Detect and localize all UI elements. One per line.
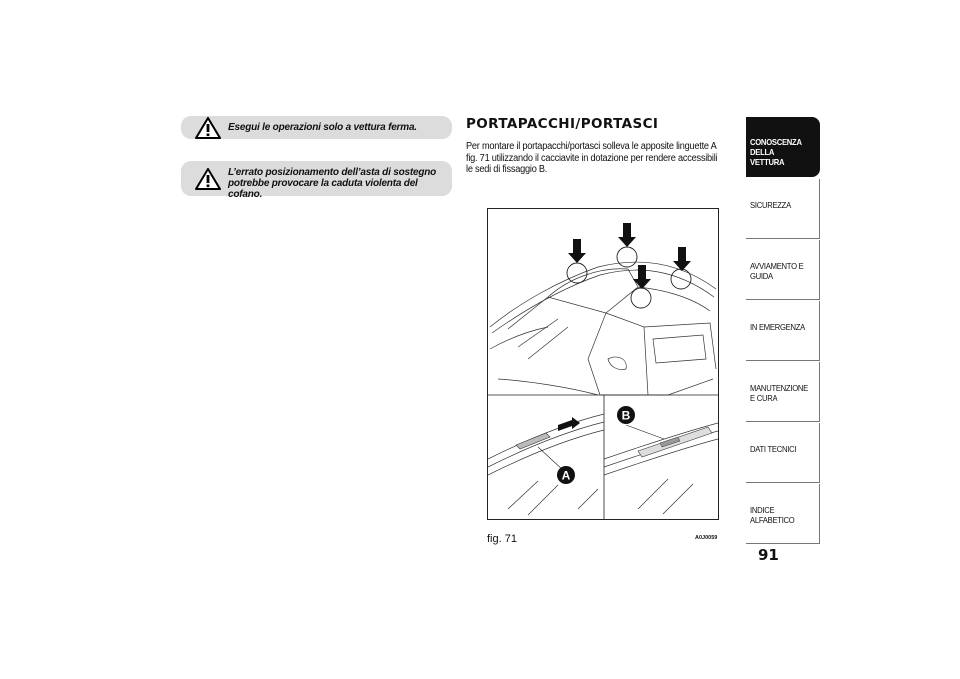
warning-triangle-icon — [195, 168, 221, 190]
tab-label: MANUTENZIONE E CURA — [750, 383, 808, 403]
tab-label: CONOSCENZA DELLA VETTURA — [750, 137, 802, 167]
warning-box — [181, 116, 452, 139]
label-b: B — [621, 408, 631, 423]
figure-caption: fig. 71 — [487, 533, 517, 545]
tab-avviamento-e-guida[interactable] — [746, 240, 820, 300]
figure-roof-rack — [487, 208, 719, 520]
tab-label: DATI TECNICI — [750, 444, 797, 454]
section-body: Per montare il portapacchi/portasci solleva le apposite linguette A fig. 71 utilizzando il cacciavite in dotazione per rendere accessibili le sedi di fissaggio B. — [466, 141, 718, 175]
warning-box — [181, 161, 452, 200]
page-number: 91 — [758, 546, 779, 564]
tab-label: AVVIAMENTO E GUIDA — [750, 261, 804, 281]
tab-label: IN EMERGENZA — [750, 322, 805, 332]
tab-manutenzione-e-cura[interactable] — [746, 362, 820, 422]
tab-sicurezza[interactable] — [746, 179, 820, 239]
figure-code: A0J0059 — [695, 535, 718, 541]
tab-label: INDICE ALFABETICO — [750, 505, 795, 525]
warning-text: Esegui le operazioni solo a vettura ferma. — [228, 122, 417, 133]
tab-conoscenza-della-vettura[interactable] — [746, 117, 820, 177]
warning-text: L’errato posizionamento dell’asta di sostegno potrebbe provocare la caduta violenta del cofano. — [228, 167, 437, 200]
tab-dati-tecnici[interactable] — [746, 423, 820, 483]
warning-triangle-icon — [195, 117, 221, 139]
section-title: PORTAPACCHI/PORTASCI — [466, 116, 659, 132]
tab-indice-alfabetico[interactable] — [746, 484, 820, 544]
car-roof-illustration — [488, 209, 718, 519]
tab-label: SICUREZZA — [750, 200, 791, 210]
tab-in-emergenza[interactable] — [746, 301, 820, 361]
label-a: A — [561, 468, 571, 483]
